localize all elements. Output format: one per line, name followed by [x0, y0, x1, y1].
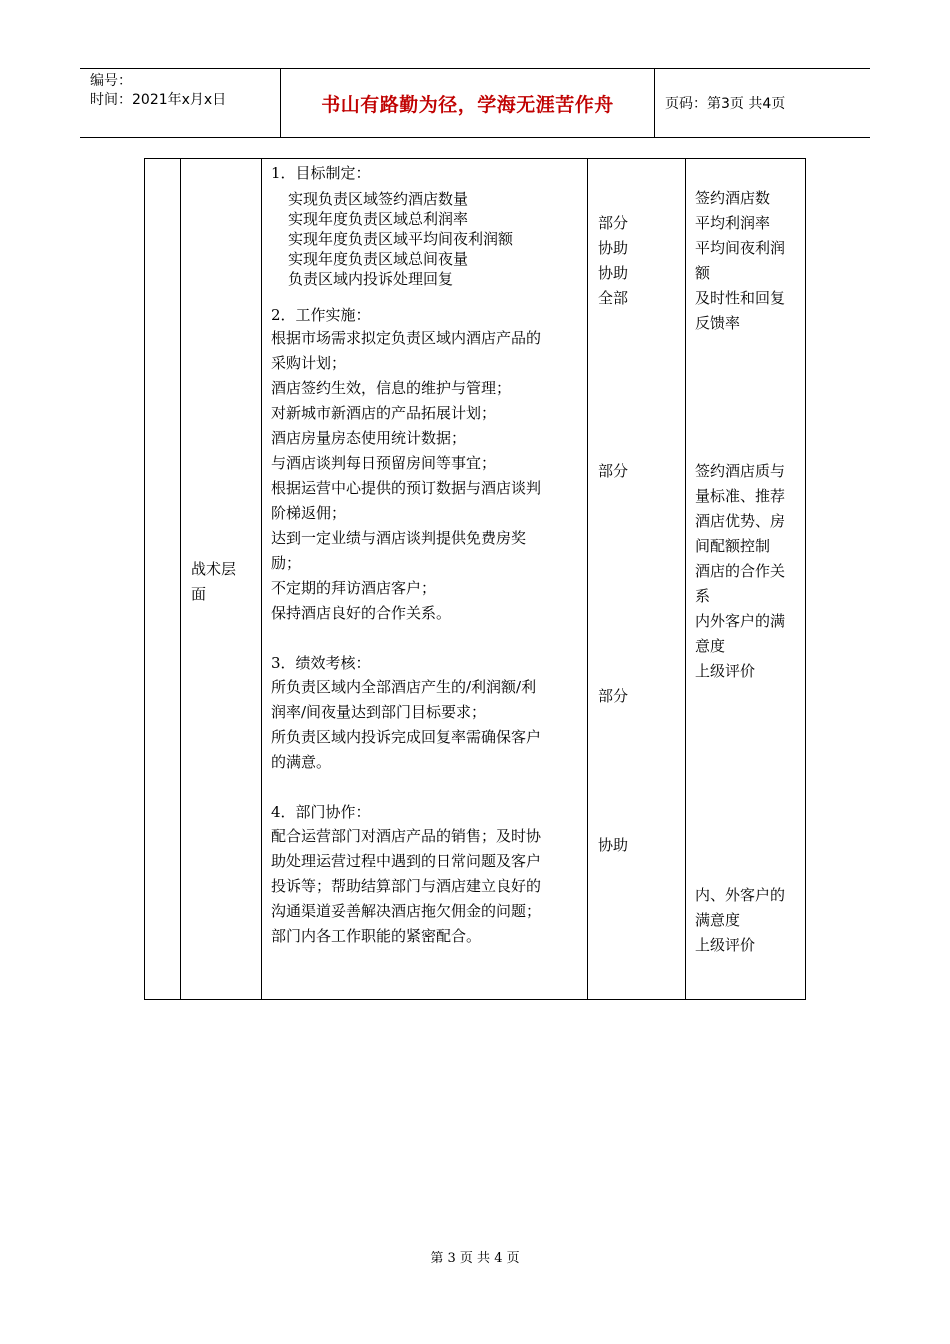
page-header [80, 68, 870, 138]
indicator-line: 签约酒店质与 [695, 462, 786, 480]
goal-item: 实现年度负责区域平均间夜利润额 [288, 230, 514, 248]
indicator-line: 平均间夜利润 [695, 239, 786, 257]
work-line: 根据运营中心提供的预订数据与酒店谈判 [271, 479, 542, 497]
indicator-line: 意度 [695, 637, 726, 655]
work-line: 对新城市新酒店的产品拓展计划； [271, 404, 497, 422]
indicator-line: 间配额控制 [695, 537, 771, 555]
work-line: 酒店签约生效，信息的维护与管理； [271, 379, 512, 397]
work-line: 酒店房量房态使用统计数据； [271, 429, 467, 447]
responsibility-table [144, 158, 806, 1000]
indicator-line: 满意度 [695, 911, 741, 929]
work-line: 达到一定业绩与酒店谈判提供免费房奖 [271, 529, 527, 547]
goal-item: 实现年度负责区域总利润率 [288, 210, 469, 228]
column-divider [587, 159, 588, 999]
indicator-line: 及时性和回复 [695, 289, 786, 307]
indicator-line: 系 [695, 587, 711, 605]
goal-item: 负责区域内投诉处理回复 [288, 270, 454, 288]
section-3-title: 3．绩效考核： [271, 654, 371, 672]
level-label-2: 面 [191, 585, 207, 603]
work-line: 保持酒店良好的合作关系。 [271, 604, 452, 622]
column-divider [261, 159, 262, 999]
collab-line: 沟通渠道妥善解决酒店拖欠佣金的问题； [271, 902, 542, 920]
motto-text: 书山有路勤为径，学海无涯苦作舟 [321, 93, 614, 116]
column-divider [685, 159, 686, 999]
collab-line: 部门内各工作职能的紧密配合。 [271, 927, 482, 945]
header-motto-cell [281, 69, 655, 137]
degree-value: 部分 [598, 687, 629, 705]
indicator-line: 内外客户的满 [695, 612, 786, 630]
indicator-line: 内、外客户的 [695, 886, 786, 904]
assessment-line: 的满意。 [271, 753, 332, 771]
collab-line: 投诉等；帮助结算部门与酒店建立良好的 [271, 877, 542, 895]
work-line: 根据市场需求拟定负责区域内酒店产品的 [271, 329, 542, 347]
assessment-line: 润率/间夜量达到部门目标要求； [271, 703, 487, 721]
indicator-line: 上级评价 [695, 662, 756, 680]
degree-value: 全部 [598, 289, 629, 307]
indicator-line: 反馈率 [695, 314, 741, 332]
degree-value: 协助 [598, 239, 629, 257]
degree-value: 协助 [598, 836, 629, 854]
header-meta [80, 69, 281, 137]
header-page-cell [655, 69, 870, 137]
work-line: 阶梯返佣； [271, 504, 347, 522]
indicator-line: 量标准、推荐 [695, 487, 786, 505]
collab-line: 助处理运营过程中遇到的日常问题及客户 [271, 852, 542, 870]
indicator-line: 酒店优势、房 [695, 512, 786, 530]
degree-value: 部分 [598, 462, 629, 480]
page-footer [0, 1247, 950, 1266]
page-info: 页码：第3页 共4页 [665, 96, 786, 112]
assessment-line: 所负责区域内全部酒店产生的/利润额/利 [271, 678, 537, 696]
level-label-1: 战术层 [191, 560, 237, 578]
work-line: 采购计划； [271, 354, 347, 372]
column-divider [180, 159, 181, 999]
section-2-title: 2．工作实施： [271, 306, 371, 324]
assessment-line: 所负责区域内投诉完成回复率需确保客户 [271, 728, 542, 746]
date-label: 时间：2021年x月x日 [90, 92, 227, 108]
footer-page-number: 第 3 页 共 4 页 [430, 1251, 520, 1266]
goal-item: 实现负责区域签约酒店数量 [288, 190, 469, 208]
section-1-title: 1．目标制定： [271, 164, 371, 182]
indicator-line: 上级评价 [695, 936, 756, 954]
work-line: 与酒店谈判每日预留房间等事宜； [271, 454, 497, 472]
indicator-line: 平均利润率 [695, 214, 771, 232]
indicator-line: 额 [695, 264, 711, 282]
goal-item: 实现年度负责区域总间夜量 [288, 250, 469, 268]
indicator-line: 酒店的合作关 [695, 562, 786, 580]
work-line: 励； [271, 554, 302, 572]
serial-label: 编号： [90, 73, 132, 89]
section-4-title: 4．部门协作： [271, 803, 371, 821]
degree-value: 协助 [598, 264, 629, 282]
degree-value: 部分 [598, 214, 629, 232]
work-line: 不定期的拜访酒店客户； [271, 579, 437, 597]
collab-line: 配合运营部门对酒店产品的销售；及时协 [271, 827, 542, 845]
indicator-line: 签约酒店数 [695, 189, 771, 207]
